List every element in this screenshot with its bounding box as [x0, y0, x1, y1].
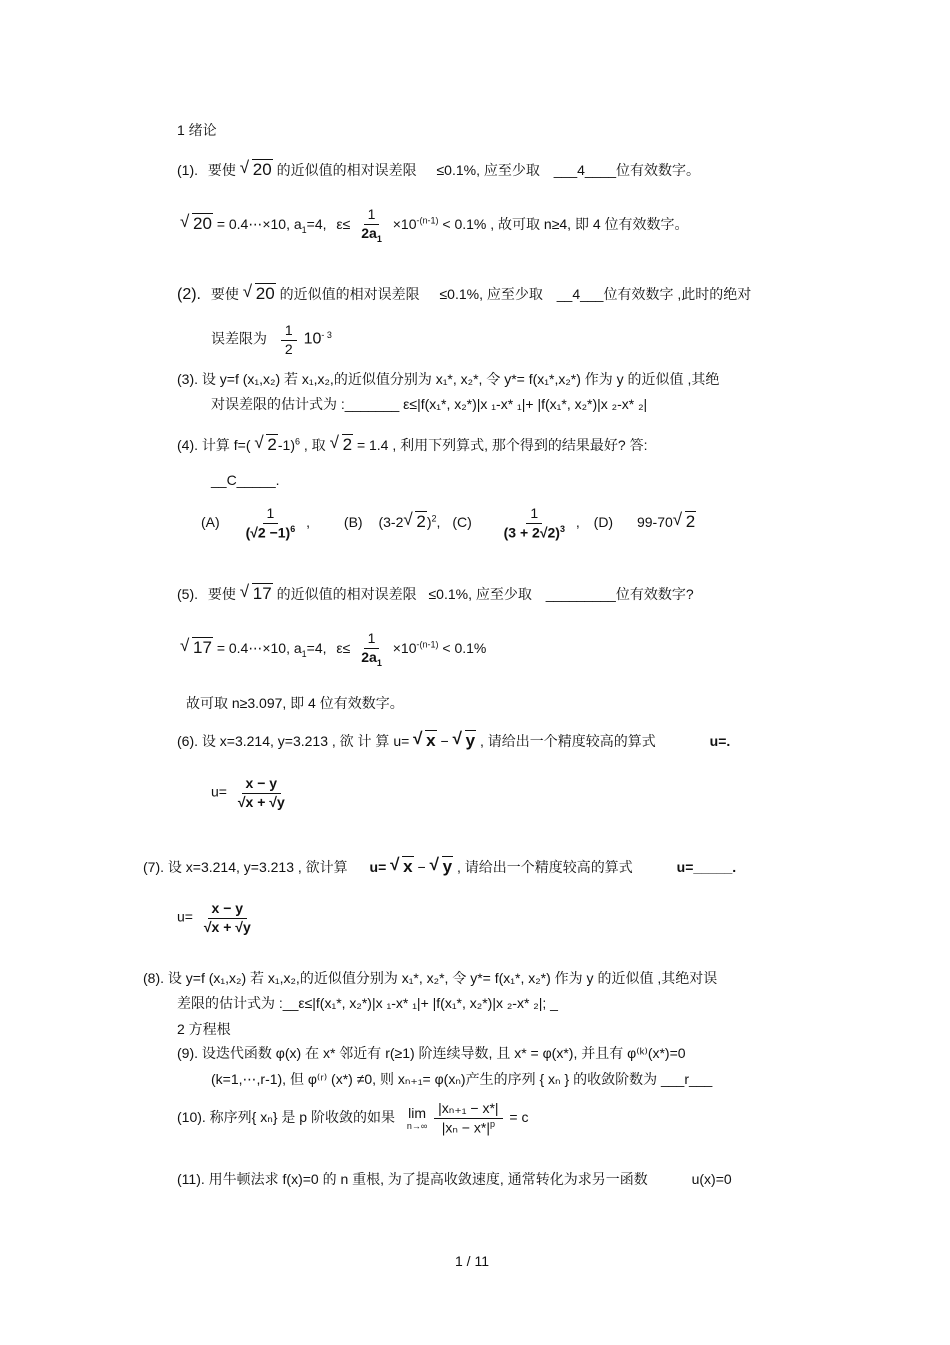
- q1-text-a: 要使: [207, 162, 236, 178]
- q2-answer: __4___: [556, 286, 604, 302]
- question-7: (7). 设 x=3.214, y=3.213 , 欲计算 u= √ x − √ y , 请给出一个精度较高的算式 u=_____.: [143, 857, 736, 877]
- question-9-line1: (9). 设迭代函数 φ(x) 在 x* 邻近有 r(≥1) 阶连续导数, 且 x* = φ(x*), 并且有 φ⁽ᵏ⁾(x*)=0: [177, 1045, 686, 1061]
- q5-conclusion: 故可取 n≥3.097, 即 4 位有效数字。: [186, 695, 404, 711]
- q2-fraction: $\frac{1}{2}$: [281, 322, 297, 358]
- q4-option-d: (D): [593, 514, 614, 531]
- q7-formula: u= $\frac{x - y}{√x + √y}$: [177, 900, 251, 935]
- section-heading-2: 2 方程根: [177, 1021, 231, 1037]
- question-10: (10). 称序列{ xₙ} 是 p 阶收敛的如果 lim n→∞ $\frac{\text{|xₙ₊₁ − x*|}}{|x_n - x*|^p}$ = c: [177, 1100, 529, 1136]
- q5-solution: √ 17 = 0.4⋯×10, $a_1=4$, ε≤ $\frac{1}{2a_1}$ $\times 10^{-(n-1)} < 0.1\%$: [180, 630, 486, 669]
- question-6: (6). 设 x=3.214, y=3.213 , 欲 计 算 u= √ x − √ y , 请给出一个精度较高的算式 u=.: [177, 731, 730, 751]
- q1-text-c: ≤0.1%, 应至少取: [436, 162, 540, 178]
- question-9-line2: (k=1,⋯,r-1), 但 φ⁽ʳ⁾ (x*) ≠0, 则 xₙ₊₁= φ(xₙ)产生的序列 { xₙ } 的收敛阶数为 ___r___: [211, 1071, 713, 1087]
- q5-answer: _________: [545, 586, 616, 602]
- q2-sqrt: √ 20: [243, 284, 276, 304]
- question-2: (2). 要使 √ 20 的近似值的相对误差限 ≤0.1%, 应至少取 __4___位有效数字 ,此时的绝对: [177, 284, 751, 304]
- q1-answer: ___4____: [553, 162, 617, 178]
- question-1: [177, 160, 700, 180]
- q2-line2: 误差限为 $\frac{1}{2}$ $10^{- 3}$: [211, 322, 332, 357]
- q1sol-b: ×10: [392, 215, 417, 232]
- question-8-line1: (8). 设 y=f (x₁,x₂) 若 x₁,x₂,的近似值分别为 x₁*, x₂*, 令 y*= f(x₁*, x₂*) 作为 y 的近似值 ,其绝对误: [143, 970, 718, 986]
- page-number: 1 / 11: [455, 1253, 489, 1269]
- question-5: (5). 要使 √ 17 的近似值的相对误差限 ≤0.1%, 应至少取 _________位有效数字?: [177, 584, 694, 604]
- q1-text-d: 位有效数字。: [616, 162, 701, 178]
- q1sol-c: < 0.1% , 故可取 n≥4, 即 4 位有效数字。: [442, 215, 689, 232]
- q4-option-a: (A): [201, 514, 220, 531]
- question-3-line1: (3). 设 y=f (x₁,x₂) 若 x₁,x₂,的近似值分别为 x₁*, x₂*, 令 y*= f(x₁*,x₂*) 作为 y 的近似值 ,其绝: [177, 371, 720, 387]
- q1-solution: √ 20 = 0.4⋯×10, $a_1=4$, ε≤ $\frac{1}{2a_1}$ $\times 10^{-(n-1)} < 0.1\%$ , 故可取 n≥4, 即 4 位有效数字。: [180, 206, 689, 245]
- q1sol-eps: ε≤: [336, 215, 351, 232]
- q1sol-fraction: $\frac{1}{2a_1}$: [361, 206, 382, 244]
- question-8-line2: 差限的估计式为 :__ε≤|f(x₁*, x₂*)|x ₁-x* ₁|+ |f(x₁*, x₂*)|x ₂-x* ₂|; _: [177, 995, 558, 1011]
- question-3-line2: 对误差限的估计式为 :_______ ε≤|f(x₁*, x₂*)|x ₁-x* ₁|+ |f(x₁*, x₂*)|x ₂-x* ₂|: [211, 396, 648, 412]
- q2-number: (2).: [177, 286, 201, 303]
- question-4: (4). 计算 f=( √ 2-1)$^6$ , 取 √ 2 = 1.4 , 利用下列算式, 那个得到的结果最好? 答:: [177, 435, 647, 455]
- q4-options: (A) $\frac{1}{(√2 -1)^6}$ , (B) (3-2√ 2)$^2$, (C) $\frac{1}{(3 + 2√2)^3}$ , (D) 99-70√ 2: [201, 505, 696, 542]
- q4-option-b: (B): [343, 514, 363, 531]
- q1-number: (1).: [177, 162, 198, 178]
- q1sol-a: = 0.4⋯×10, a: [216, 215, 302, 232]
- question-11: (11). 用牛顿法求 f(x)=0 的 n 重根, 为了提高收敛速度, 通常转化为求另一函数 u(x)=0: [177, 1171, 732, 1187]
- q6-formula: u= $\frac{x - y}{√x + √y}$: [211, 775, 285, 810]
- section-heading-1: 1 绪论: [177, 122, 217, 138]
- q4-answer: __C_____.: [211, 472, 280, 488]
- q1-text-b: 的近似值的相对误差限: [276, 162, 417, 178]
- q1sol-sqrt: √ 20: [180, 214, 213, 234]
- q4-option-c: (C): [452, 514, 472, 531]
- q1-sqrt: √ 20: [240, 160, 273, 180]
